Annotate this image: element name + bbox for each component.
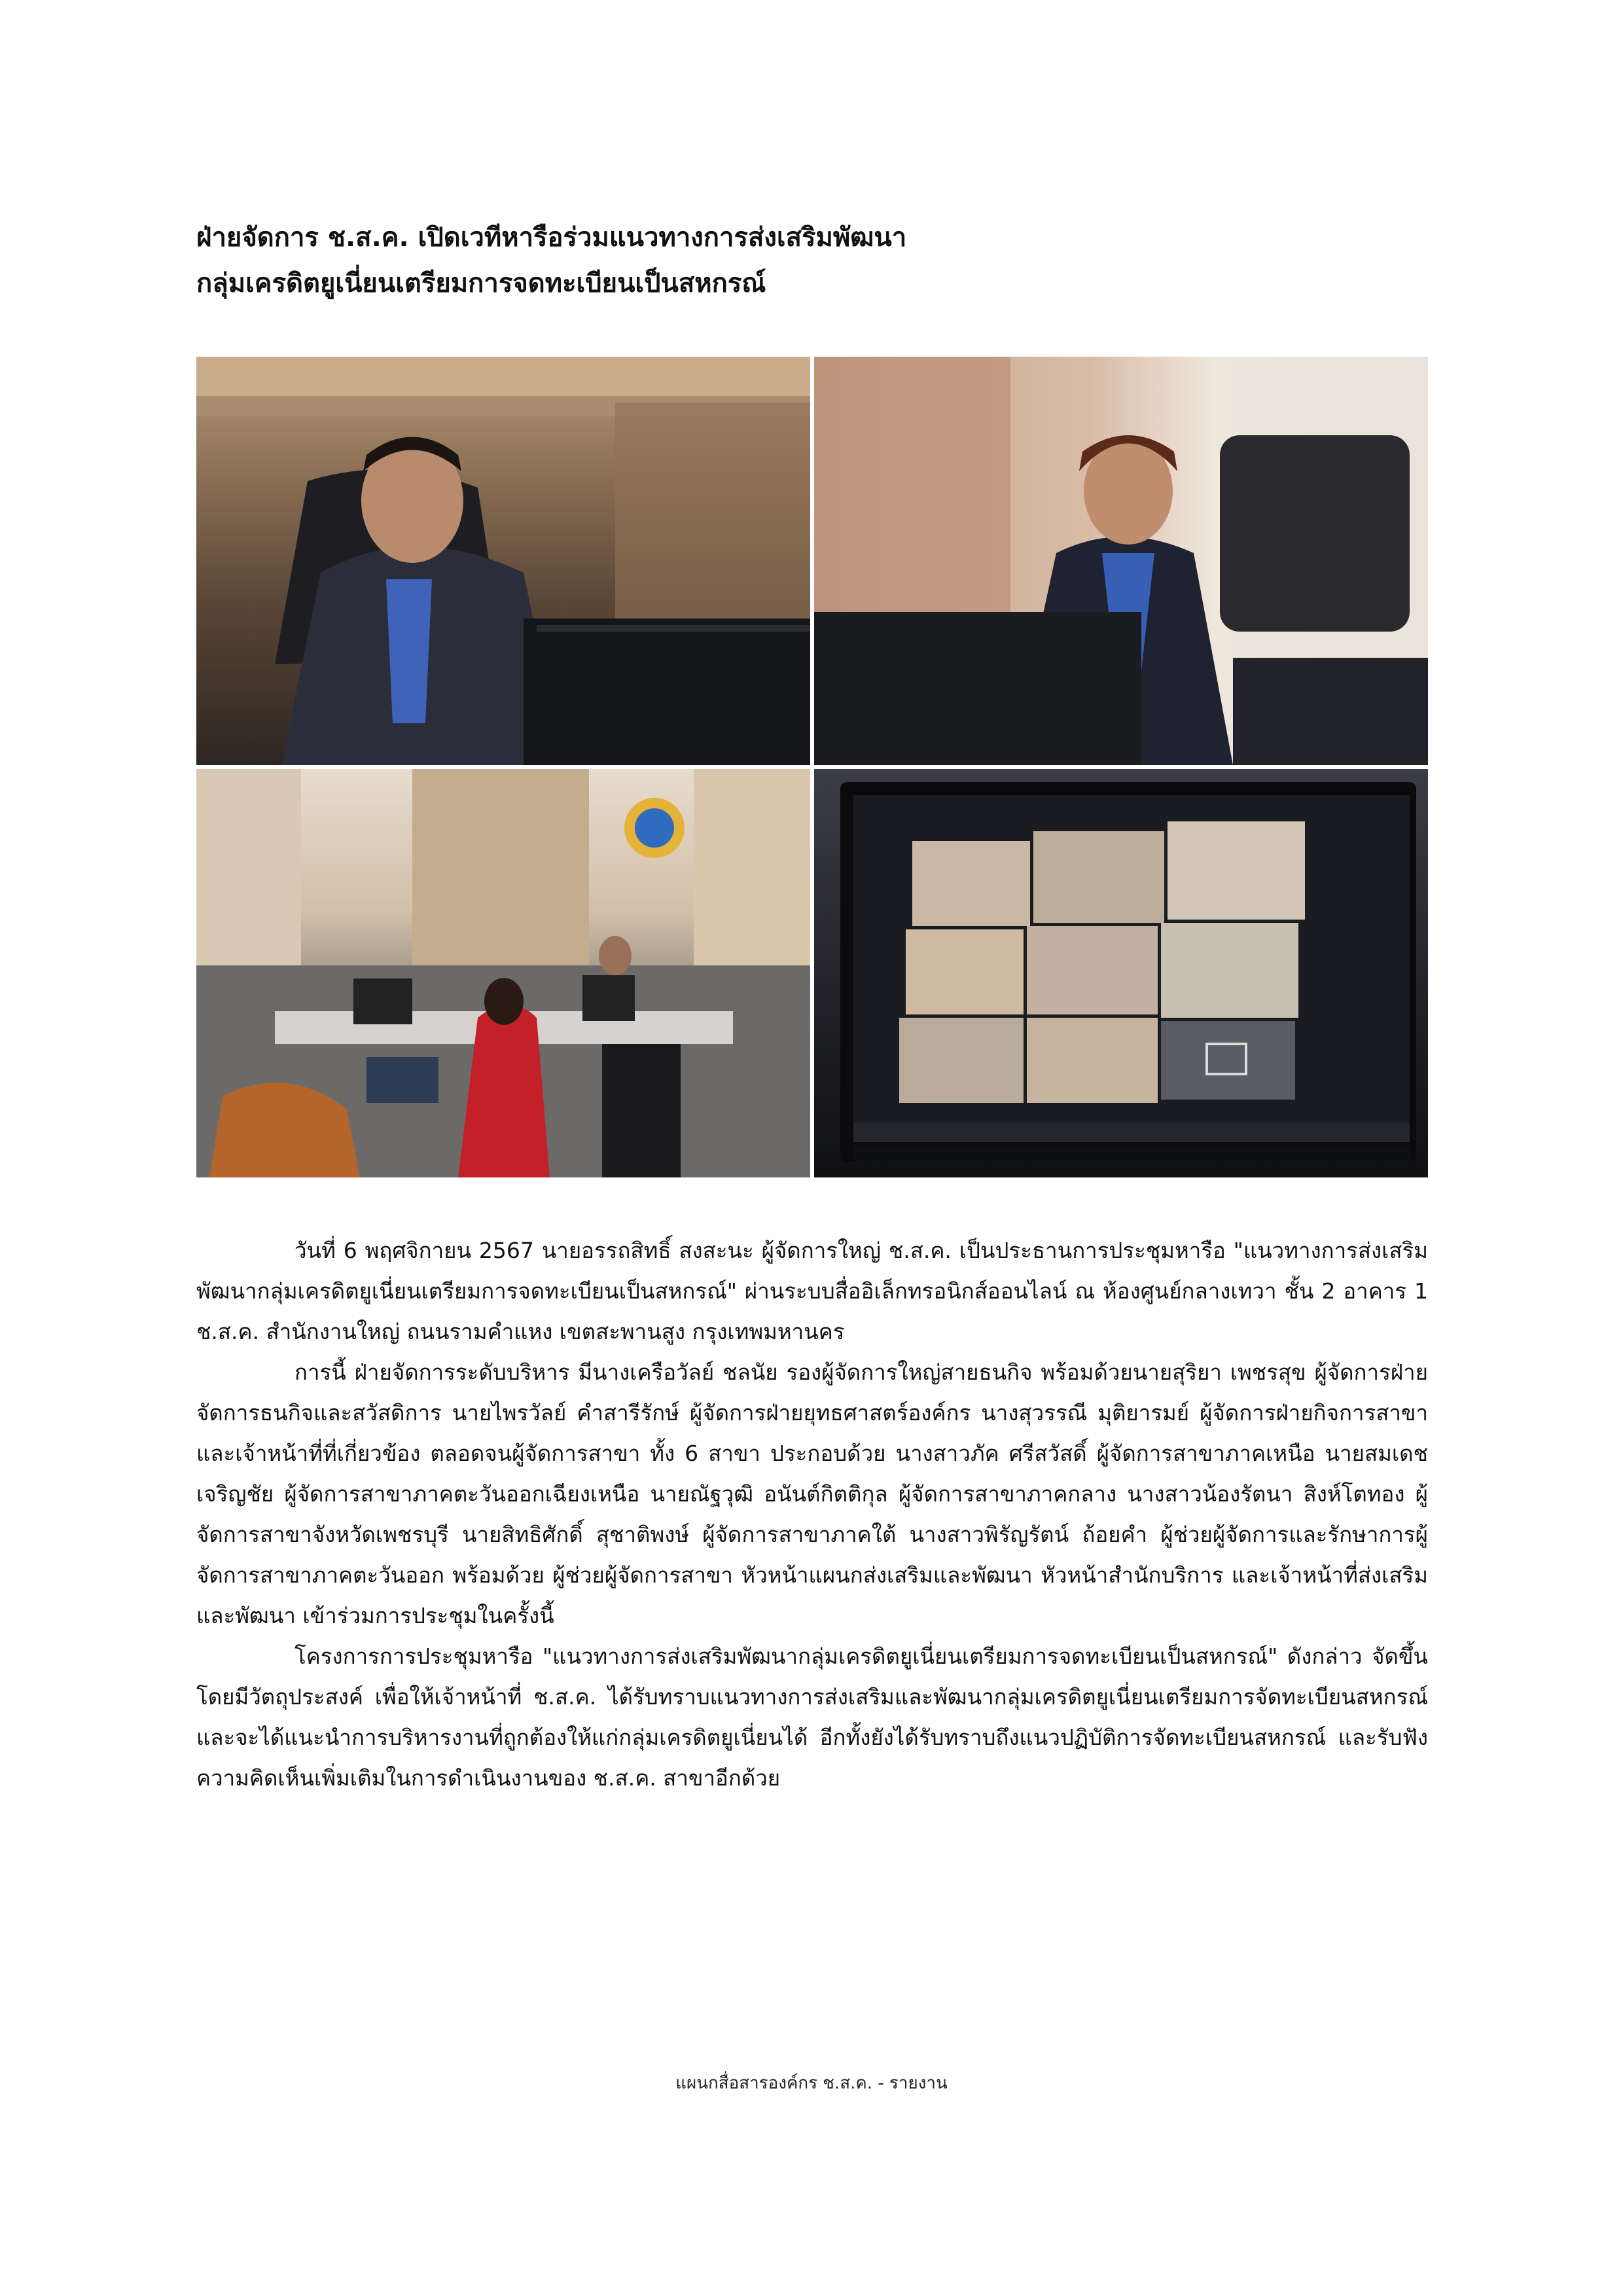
paragraph-3: โครงการการประชุมหารือ "แนวทางการส่งเสริมพัฒนากลุ่มเครดิตยูเนี่ยนเตรียมการจดทะเบียนเป็นสหกรณ์" ดังกล่าว จัดขึ้นโดยมีวัตถุประสงค์ เพื่อให้เจ้าหน้าที่ ช.ส.ค. ได้รับทราบแนวทางการส่งเสริมและพัฒนากลุ่มเครดิตยูเนี่ยนเตรียมการจัดทะเบียนสหกรณ์ และจะได้แนะนำการบริหารงานที่ถูกต้องให้แก่กลุ่มเครดิตยูเนี่ยนได้ อีกทั้งยังได้รับทราบถึงแนวปฏิบัติการจัดทะเบียนสหกรณ์ และรับฟังความคิดเห็นเพิ่มเติมในการดำเนินงานของ ช.ส.ค. สาขาอีกด้วย	[196, 1643, 1428, 1791]
photo-executive-man-illustration	[196, 357, 810, 765]
paragraph-2: การนี้ ฝ่ายจัดการระดับบริหาร มีนางเครือวัลย์ ชลนัย รองผู้จัดการใหญ่สายธนกิจ พร้อมด้วยนายสุริยา เพชรสุข ผู้จัดการฝ่ายจัดการธนกิจและสวัสดิการ นายไพรวัลย์ คำสารีรักษ์ ผู้จัดการฝ่ายยุทธศาสตร์องค์กร นางสุวรรณี มุติยารมย์ ผู้จัดการฝ่ายกิจการสาขา และเจ้าหน้าที่ที่เกี่ยวข้อง ตลอดจนผู้จัดการสาขา ทั้ง 6 สาขา ประกอบด้วย นางสาวภัค ศรีสวัสดิ์ ผู้จัดการสาขาภาคเหนือ นายสมเดช เจริญชัย ผู้จัดการสาขาภาคตะวันออกเฉียงเหนือ นายณัฐวุฒิ อนันต์กิตติกุล ผู้จัดการสาขาภาคกลาง นางสาวน้องรัตนา สิงห์โตทอง ผู้จัดการสาขาจังหวัดเพชรบุรี นายสิทธิศักดิ์ สุชาติพงษ์ ผู้จัดการสาขาภาคใต้ นางสาวพิรัญรัตน์ ถ้อยคำ ผู้ช่วยผู้จัดการและรักษาการผู้จัดการสาขาภาคตะวันออก พร้อมด้วย ผู้ช่วยผู้จัดการสาขา หัวหน้าแผนกส่งเสริมและพัฒนา หัวหน้าสำนักบริการ และเจ้าหน้าที่ส่งเสริมและพัฒนา เข้าร่วมการประชุมในครั้งนี้	[196, 1359, 1428, 1628]
photo-zoom-video-conference-monitor	[814, 769, 1428, 1177]
photo-meeting-room-illustration	[196, 769, 810, 1177]
article-title	[196, 215, 1440, 306]
footer-credit: แผนกสื่อสารองค์กร ช.ส.ค. - รายงาน	[675, 2073, 948, 2093]
photo-executive-woman-at-desk	[814, 357, 1428, 765]
photo-meeting-room-overview	[196, 769, 810, 1177]
article-title-line-1: ฝ่ายจัดการ ช.ส.ค. เปิดเวทีหารือร่วมแนวทางการส่งเสริมพัฒนา	[196, 223, 907, 253]
photo-zoom-monitor-illustration	[814, 769, 1428, 1177]
article-title-line-2: กลุ่มเครดิตยูเนี่ยนเตรียมการจดทะเบียนเป็นสหกรณ์	[196, 268, 766, 298]
photo-executive-woman-illustration	[814, 357, 1428, 765]
article-body	[196, 1230, 1428, 1799]
photo-executive-man-at-desk	[196, 357, 810, 765]
photo-grid	[196, 357, 1428, 1177]
paragraph-1: วันที่ 6 พฤศจิกายน 2567 นายอรรถสิทธิ์ สงสะนะ ผู้จัดการใหญ่ ช.ส.ค. เป็นประธานการประชุมหารือ "แนวทางการส่งเสริมพัฒนากลุ่มเครดิตยูเนี่ยนเตรียมการจดทะเบียนเป็นสหกรณ์" ผ่านระบบสื่ออิเล็กทรอนิกส์ออนไลน์ ณ ห้องศูนย์กลางเทวา ชั้น 2 อาคาร 1 ช.ส.ค. สำนักงานใหญ่ ถนนรามคำแหง เขตสะพานสูง กรุงเทพมหานคร	[196, 1238, 1428, 1344]
